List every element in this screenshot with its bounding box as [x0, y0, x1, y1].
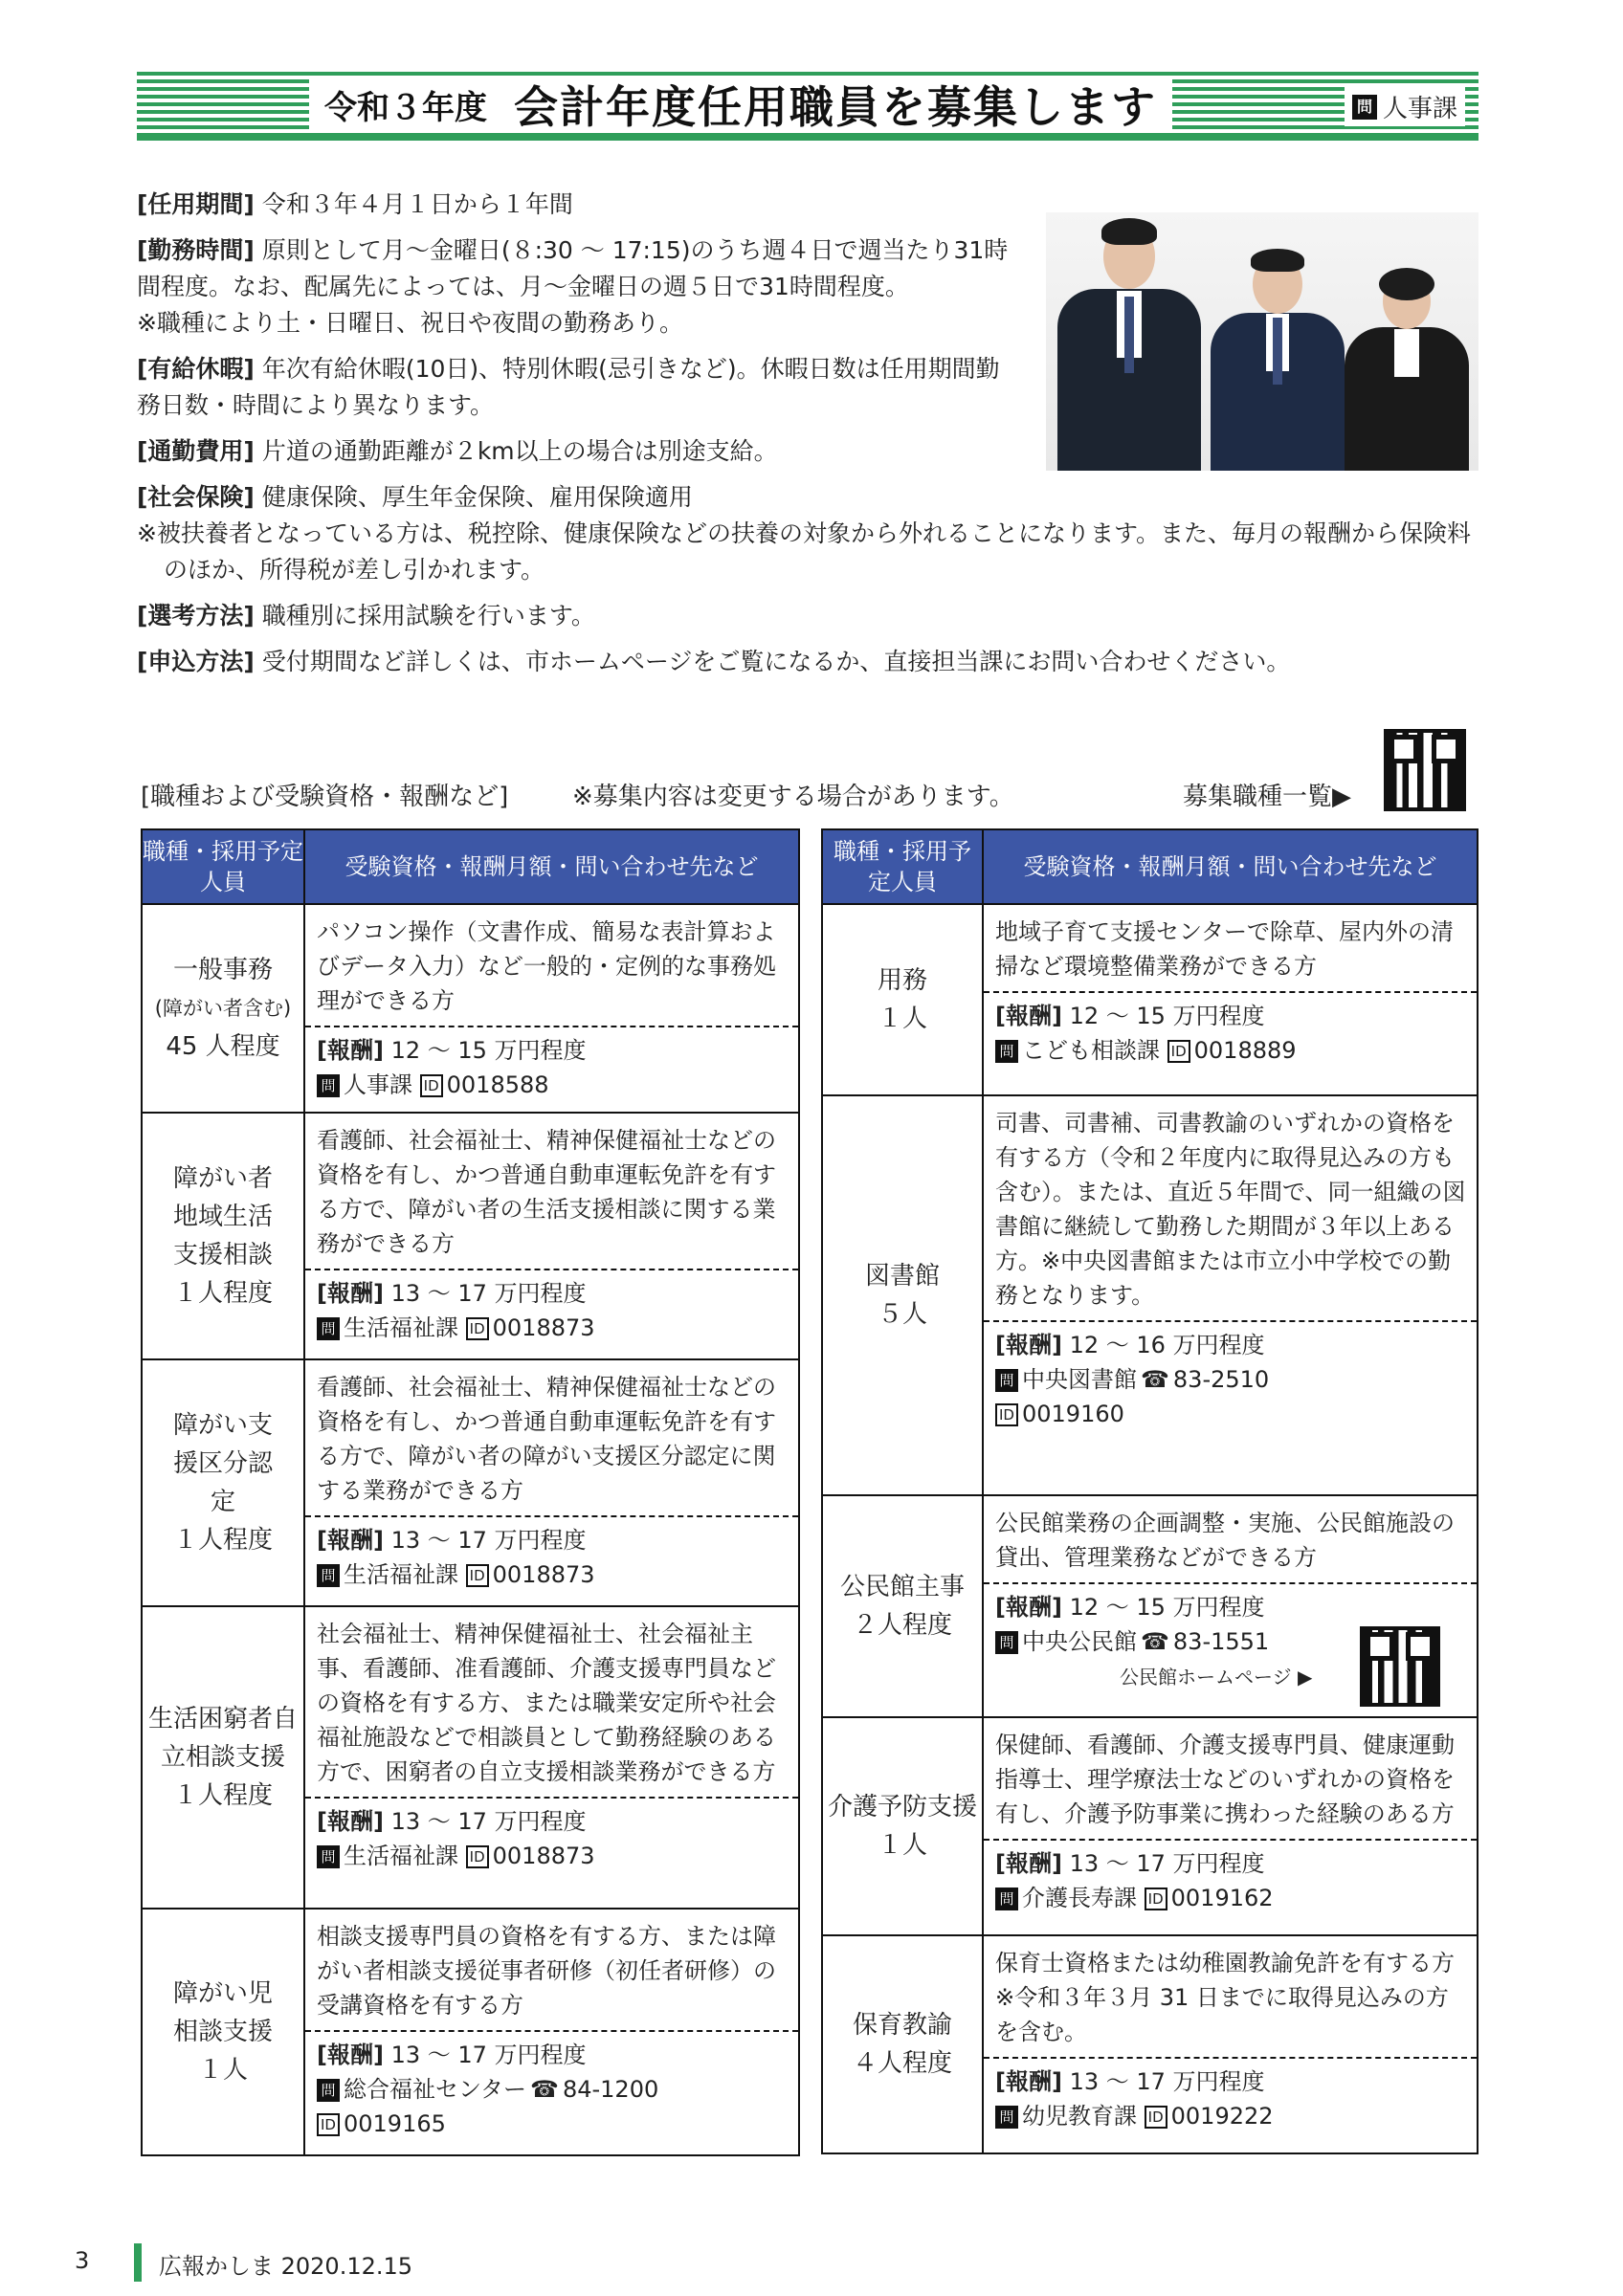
id-icon: ID: [1145, 2106, 1167, 2129]
inquiry-icon: 問: [995, 1631, 1018, 1654]
intro-selection: [選考方法] 職種別に採用試験を行います。: [137, 602, 595, 629]
inquiry-icon: 問: [317, 1317, 340, 1340]
section-note: ※募集内容は変更する場合があります。: [572, 783, 1014, 811]
table-row: [142, 1909, 799, 2155]
inquiry-icon: 問: [995, 2106, 1018, 2129]
kominkan-qr-code[interactable]: [1360, 1626, 1440, 1707]
intro-hours: [勤務時間] 原則として月～金曜日(８:30 ～ 17:15)のうち週４日で週当たり31時間程度。なお、配属先によっては、月～金曜日の週５日で31時間程度。: [137, 236, 1009, 300]
id-icon: ID: [1167, 1040, 1190, 1063]
job-cell: 用務 １人: [822, 904, 983, 1095]
id-icon: ID: [466, 1317, 489, 1340]
table-row: [142, 1606, 799, 1909]
table-row: [822, 904, 1478, 1095]
detail-cell: 保健師、看護師、介護支援専門員、健康運動指導士、理学療法士などのいずれかの資格を有し、介護予防事業に携わった経験のある方 [報酬] 13 ～ 17 万円程度 問 介護長寿課 ID 0019162: [983, 1717, 1478, 1935]
column-header-detail: 受験資格・報酬月額・問い合わせ先など: [983, 829, 1478, 904]
inquiry-icon: 問: [995, 1040, 1018, 1063]
page-footer: [0, 2243, 1623, 2296]
job-cell: 障がい児相談支援 １人: [142, 1909, 304, 2155]
inquiry-icon: 問: [317, 1074, 340, 1097]
job-cell: 図書館 ５人: [822, 1095, 983, 1495]
table-row: [142, 904, 799, 1113]
page-number: 3: [75, 2247, 90, 2274]
phone-icon: ☎: [1141, 1366, 1169, 1393]
job-cell: 障がい者地域生活支援相談 １人程度: [142, 1113, 304, 1359]
id-icon: ID: [466, 1564, 489, 1587]
column-header-detail: 受験資格・報酬月額・問い合わせ先など: [304, 829, 799, 904]
intro-commute: [通勤費用] 片道の通勤距離が２km以上の場合は別途支給。: [137, 437, 778, 465]
footer-accent-bar: [134, 2243, 142, 2282]
table-header-row: [142, 829, 799, 904]
column-header-job: 職種・採用予定人員: [142, 829, 304, 904]
table-row: [142, 1359, 799, 1606]
inquiry-icon: 問: [1352, 95, 1377, 120]
detail-cell: 地域子育て支援センターで除草、屋内外の清掃など環境整備業務ができる方 [報酬] 12 ～ 15 万円程度 問 こども相談課 ID 0018889: [983, 904, 1478, 1095]
id-icon: ID: [317, 2113, 340, 2136]
detail-cell: 看護師、社会福祉士、精神保健福祉士などの資格を有し、かつ普通自動車運転免許を有する方で、障がい者の障がい支援区分認定に関する業務ができる方 [報酬] 13 ～ 17 万円程度 問 生活福祉課 ID 0018873: [304, 1359, 799, 1606]
header-contact: [1345, 87, 1465, 126]
person-right: [1345, 260, 1469, 471]
table-row: [142, 1113, 799, 1359]
id-icon: ID: [420, 1074, 443, 1097]
detail-cell: 保育士資格または幼稚園教諭免許を有する方 ※令和３年３月 31 日までに取得見込みの方を含む。 [報酬] 13 ～ 17 万円程度 問 幼児教育課 ID 0019222: [983, 1935, 1478, 2153]
job-cell: 公民館主事 ２人程度: [822, 1495, 983, 1717]
inquiry-icon: 問: [995, 1369, 1018, 1392]
job-list-qr-code[interactable]: [1384, 729, 1466, 811]
job-cell: 介護予防支援 １人: [822, 1717, 983, 1935]
table-header-row: [822, 829, 1478, 904]
column-header-job: 職種・採用予定人員: [822, 829, 983, 904]
intro-term: [任用期間] 令和３年４月１日から１年間: [137, 190, 573, 218]
person-center: [1211, 241, 1345, 471]
inquiry-icon: 問: [317, 1845, 340, 1868]
detail-cell: 相談支援専門員の資格を有する方、または障がい者相談支援従事者研修（初任者研修）の受講資格を有する方 [報酬] 13 ～ 17 万円程度 問 総合福祉センター ☎ 84-1200 ID 0019165: [304, 1909, 799, 2155]
header-banner: [137, 72, 1478, 141]
id-icon: ID: [995, 1403, 1018, 1426]
job-table-right: [821, 828, 1478, 2154]
header-title-group: [309, 77, 1172, 131]
intro-hours-note: ※職種により土・日曜日、祝日や夜間の勤務あり。: [137, 309, 683, 337]
person-left: [1057, 212, 1201, 471]
intro-insurance-note: ※被扶養者となっている方は、税控除、健康保険などの扶養の対象から外れることになります。また、毎月の報酬から保険料のほか、所得税が差し引かれます。: [137, 519, 1471, 584]
table-row: [822, 1717, 1478, 1935]
intro-insurance: [社会保険] 健康保険、厚生年金保険、雇用保険適用: [137, 483, 693, 511]
inquiry-icon: 問: [995, 1888, 1018, 1910]
page-title: 会計年度任用職員を募集します: [514, 81, 1157, 133]
kominkan-homepage-link[interactable]: 公民館ホームページ ▶: [1120, 1666, 1313, 1689]
detail-cell: 社会福祉士、精神保健福祉士、社会福祉主事、看護師、准看護師、介護支援専門員などの資格を有する方、または職業安定所や社会福祉施設などで相談員として勤務経験のある方で、困窮者の自立支援相談業務ができる方 [報酬] 13 ～ 17 万円程度 問 生活福祉課 ID 0018873: [304, 1606, 799, 1909]
phone-icon: ☎: [530, 2076, 559, 2103]
job-table-left: [141, 828, 800, 2156]
job-cell: 生活困窮者自立相談支援 １人程度: [142, 1606, 304, 1909]
header-dept: 人事課: [1382, 95, 1457, 123]
detail-cell: 公民館業務の企画調整・実施、公民館施設の貸出、管理業務などができる方 [報酬] 12 ～ 15 万円程度 問 中央公民館 ☎ 83-1551 公民館ホームページ ▶: [983, 1495, 1478, 1717]
job-cell: 保育教諭 ４人程度: [822, 1935, 983, 2153]
staff-photo: [1046, 212, 1478, 471]
inquiry-icon: 問: [317, 2079, 340, 2102]
job-list-link[interactable]: 募集職種一覧▶: [1183, 783, 1351, 811]
job-cell: 一般事務 (障がい者含む) 45 人程度: [142, 904, 304, 1113]
intro-leave: [有給休暇] 年次有給休暇(10日)、特別休暇(忌引きなど)。休暇日数は任用期間勤務日数・時間により異なります。: [137, 355, 1000, 419]
table-row: [822, 1935, 1478, 2153]
job-cell: 障がい支援区分認定 １人程度: [142, 1359, 304, 1606]
id-icon: ID: [466, 1845, 489, 1868]
table-row: [822, 1095, 1478, 1495]
inquiry-icon: 問: [317, 1564, 340, 1587]
section-title: [職種および受験資格・報酬など]: [141, 783, 509, 811]
header-lead: 令和３年度: [324, 88, 487, 127]
publication-title: 広報かしま 2020.12.15: [159, 2253, 413, 2280]
detail-cell: 司書、司書補、司書教諭のいずれかの資格を有する方（令和２年度内に取得見込みの方も含む）。または、直近５年間で、同一組織の図書館に継続して勤務した期間が３年以上ある方。※中央図書館または市立小中学校での勤務となります。 [報酬] 12 ～ 16 万円程度 問 中央図書館 ☎ 83-2510 ID 0019160: [983, 1095, 1478, 1495]
intro-apply: [申込方法] 受付期間など詳しくは、市ホームページをご覧になるか、直接担当課にお問い合わせください。: [137, 648, 1291, 675]
id-icon: ID: [1145, 1888, 1167, 1910]
table-row: [822, 1495, 1478, 1717]
detail-cell: 看護師、社会福祉士、精神保健福祉士などの資格を有し、かつ普通自動車運転免許を有する方で、障がい者の生活支援相談に関する業務ができる方 [報酬] 13 ～ 17 万円程度 問 生活福祉課 ID 0018873: [304, 1113, 799, 1359]
phone-icon: ☎: [1141, 1628, 1169, 1655]
detail-cell: パソコン操作（文書作成、簡易な表計算およびデータ入力）など一般的・定例的な事務処理ができる方 [報酬] 12 ～ 15 万円程度 問 人事課 ID 0018588: [304, 904, 799, 1113]
